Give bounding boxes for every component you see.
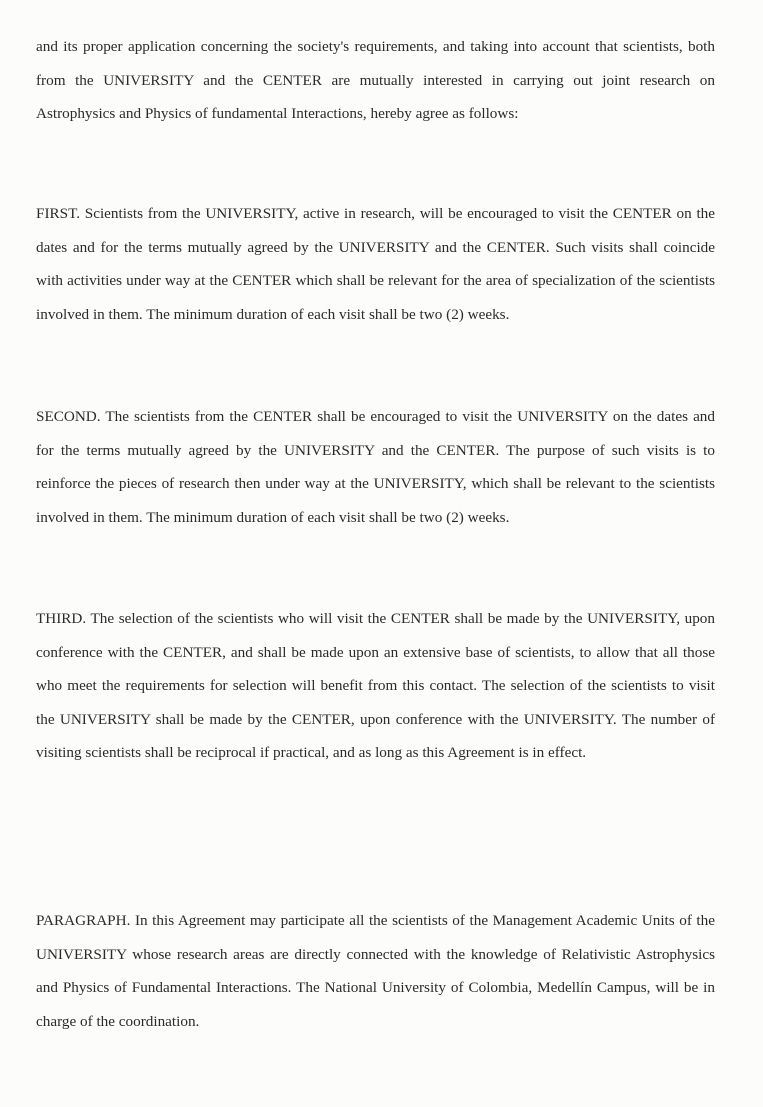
paragraph-third-clause: THIRD. The selection of the scientists who will visit the CENTER shall be made by the UNIVERSITY, upon conference with the CENTER, and shall be made upon an extensive base of scientists, to allow that all those who meet the requirements for selection will benefit from this contact. The selection of the scientists to visit the UNIVERSITY shall be made by the CENTER, upon conference with the UNIVERSITY. The number of visiting scientists shall be reciprocal if practical, and as long as this Agreement is in effect. <box>36 610 715 762</box>
paragraph-second-clause: SECOND. The scientists from the CENTER shall be encouraged to visit the UNIVERSITY on the dates and for the terms mutually agreed by the UNIVERSITY and the CENTER. The purpose of such visits is to reinforce the pieces of research then under way at the UNIVERSITY, which shall be relevant to the scientists involved in them. The minimum duration of each visit shall be two (2) weeks. <box>36 408 715 526</box>
paragraph-preamble-continuation: and its proper application concerning the society's requirements, and taking into account that scientists, both from the UNIVERSITY and the CENTER are mutually interested in carrying out joint research on Astrophysics and Physics of fundamental Interactions, hereby agree as follows: <box>36 38 715 123</box>
paragraph-first-clause: FIRST. Scientists from the UNIVERSITY, active in research, will be encouraged to visit the CENTER on the dates and for the terms mutually agreed by the UNIVERSITY and the CENTER. Such visits shall coincide with activities under way at the CENTER which shall be relevant for the area of specialization of the scientists involved in them. The minimum duration of each visit shall be two (2) weeks. <box>36 205 715 323</box>
paragraph-participation-clause: PARAGRAPH. In this Agreement may participate all the scientists of the Management Academic Units of the UNIVERSITY whose research areas are directly connected with the knowledge of Relativistic Astrophysics and Physics of Fundamental Interactions. The National University of Colombia, Medellín Campus, will be in charge of the coordination. <box>36 912 715 1030</box>
